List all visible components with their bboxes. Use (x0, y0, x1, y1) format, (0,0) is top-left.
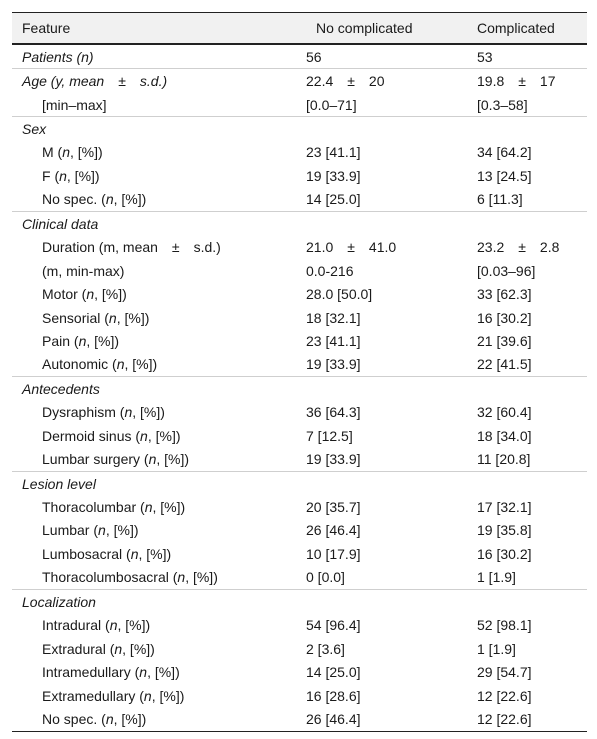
feature-cell: Lumbar surgery (n, [%]) (42, 451, 190, 468)
complicated-cell: [0.03–96] (477, 262, 536, 279)
table-row (12, 306, 587, 329)
no-complicated-cell: 26 [46.4] (306, 522, 361, 539)
complicated-cell: 12 [22.6] (449, 707, 587, 731)
n-variable: n (105, 710, 114, 727)
feature-cell: Motor (n, [%]) (42, 286, 127, 303)
no-complicated-cell: 10 [17.9] (306, 545, 361, 562)
feature-cell: Lumbar (n, [%]) (42, 522, 139, 539)
no-complicated-cell: 19 [33.9] (306, 356, 361, 373)
table-row (12, 424, 587, 447)
table-row (12, 614, 587, 637)
table-row (12, 141, 587, 164)
no-complicated-cell: [0.0–71] (306, 96, 357, 113)
table-row (12, 282, 587, 305)
n-variable: n (108, 309, 117, 326)
feature-cell: No spec. (n, [%]) (12, 707, 292, 731)
feature-cell: Dysraphism (n, [%]) (42, 404, 165, 421)
feature-cell: Age (y, mean ± s.d.) (12, 69, 292, 93)
feature-cell: Dermoid sinus (n, [%]) (42, 427, 181, 444)
no-complicated-cell (292, 377, 449, 401)
complicated-cell: 18 [34.0] (477, 427, 532, 444)
section-row (12, 117, 587, 141)
feature-cell: Antecedents (12, 377, 292, 401)
no-complicated-cell: 36 [64.3] (306, 404, 361, 421)
table-row (12, 353, 587, 377)
table-row (12, 684, 587, 707)
complicated-cell: 32 [60.4] (477, 404, 532, 421)
n-variable: n (116, 356, 125, 373)
feature-cell: No spec. (n, [%]) (42, 191, 147, 208)
n-variable: n (114, 640, 123, 657)
n-variable: n (177, 569, 186, 586)
feature-cell: Sex (12, 117, 292, 141)
table-row (12, 566, 587, 590)
complicated-cell: [0.3–58] (477, 96, 528, 113)
complicated-cell: 1 [1.9] (477, 640, 516, 657)
feature-cell: Duration (m, mean ± s.d.) (42, 239, 221, 256)
n-variable: n (140, 427, 148, 444)
complicated-cell: 33 [62.3] (477, 286, 532, 303)
feature-cell: Clinical data (12, 212, 292, 236)
no-complicated-cell: 21.0 ± 41.0 (306, 239, 397, 256)
no-complicated-cell: 16 [28.6] (306, 687, 361, 704)
complicated-cell (449, 212, 587, 236)
table-row (12, 401, 587, 424)
complicated-cell (449, 117, 587, 141)
feature-cell: (m, min-max) (42, 262, 125, 279)
section-row (12, 212, 587, 236)
complicated-cell: 53 (477, 48, 493, 65)
feature-cell: Localization (12, 590, 292, 614)
n-variable: n (144, 499, 153, 516)
complicated-cell: 52 [98.1] (477, 617, 532, 634)
complicated-cell (449, 590, 587, 614)
table-row (12, 259, 587, 282)
complicated-cell: 1 [1.9] (477, 569, 516, 586)
n-variable: n (148, 451, 157, 468)
no-complicated-cell: 20 [35.7] (306, 499, 361, 516)
complicated-cell: 19.8 ± 17 (449, 69, 587, 93)
section-row (12, 44, 587, 69)
complicated-cell: 22 [41.5] (477, 356, 532, 373)
complicated-cell: 23.2 ± 2.8 (477, 239, 560, 256)
no-complicated-cell: 54 [96.4] (306, 617, 361, 634)
header-no-complicated: No complicated (292, 13, 449, 45)
feature-cell: Extramedullary (n, [%]) (42, 687, 185, 704)
feature-cell: F (n, [%]) (42, 167, 100, 184)
feature-cell: Thoracolumbar (n, [%]) (42, 499, 186, 516)
no-complicated-cell: 23 [41.1] (306, 332, 361, 349)
feature-cell: Thoracolumbosacral (n, [%]) (42, 569, 218, 586)
complicated-cell: 6 [11.3] (477, 191, 523, 208)
n-variable: n (124, 404, 133, 421)
feature-cell: Intramedullary (n, [%]) (42, 664, 180, 681)
feature-cell: Lumbosacral (n, [%]) (42, 545, 172, 562)
n-variable: n (62, 144, 71, 161)
header-feature: Feature (12, 13, 292, 45)
complicated-cell: 21 [39.6] (477, 332, 532, 349)
section-row (12, 69, 587, 93)
no-complicated-cell: 22.4 ± 20 (292, 69, 449, 93)
feature-cell: Sensorial (n, [%]) (42, 309, 150, 326)
complicated-cell: 17 [32.1] (477, 499, 532, 516)
table-row (12, 188, 587, 212)
no-complicated-cell: 19 [33.9] (306, 167, 361, 184)
feature-cell: Extradural (n, [%]) (42, 640, 155, 657)
table-body (12, 44, 587, 731)
no-complicated-cell: 26 [46.4] (292, 707, 449, 731)
feature-cell: Autonomic (n, [%]) (42, 356, 158, 373)
no-complicated-cell: 14 [25.0] (306, 191, 361, 208)
table-row (12, 660, 587, 683)
complicated-cell: 16 [30.2] (477, 545, 532, 562)
table-header (12, 13, 587, 45)
n-variable: n (59, 167, 67, 184)
table-row (12, 519, 587, 542)
header-complicated: Complicated (449, 13, 587, 45)
table-row (12, 447, 587, 471)
table-row (12, 93, 587, 117)
complicated-cell: 16 [30.2] (477, 309, 532, 326)
no-complicated-cell (292, 117, 449, 141)
table-row (12, 707, 587, 731)
feature-cell: Intradural (n, [%]) (42, 617, 151, 634)
table-row (12, 329, 587, 352)
complicated-cell (449, 471, 587, 495)
complicated-cell: 34 [64.2] (477, 144, 532, 161)
header-row (12, 13, 587, 45)
no-complicated-cell: 28.0 [50.0] (306, 286, 373, 303)
no-complicated-cell: 0 [0.0] (306, 569, 345, 586)
n-variable: n (86, 286, 95, 303)
n-variable: n (139, 664, 148, 681)
table-row (12, 236, 587, 259)
feature-cell: Lesion level (12, 471, 292, 495)
complicated-cell: 19 [35.8] (477, 522, 532, 539)
complicated-cell (449, 377, 587, 401)
n-variable: n (130, 545, 139, 562)
no-complicated-cell: 56 (306, 48, 322, 65)
section-row (12, 590, 587, 614)
complicated-cell: 12 [22.6] (477, 687, 532, 704)
feature-comparison-table (12, 12, 587, 732)
table-row (12, 164, 587, 187)
no-complicated-cell: 7 [12.5] (306, 427, 353, 444)
complicated-cell: 13 [24.5] (477, 167, 532, 184)
no-complicated-cell: 23 [41.1] (306, 144, 361, 161)
feature-cell: M (n, [%]) (42, 144, 103, 161)
feature-cell: [min–max] (42, 96, 107, 113)
table-row (12, 542, 587, 565)
n-variable: n (78, 332, 87, 349)
section-row (12, 471, 587, 495)
feature-cell: Pain (n, [%]) (42, 332, 120, 349)
no-complicated-cell: 2 [3.6] (306, 640, 345, 657)
complicated-cell: 29 [54.7] (477, 664, 532, 681)
table-row (12, 637, 587, 660)
n-variable: n (143, 687, 152, 704)
no-complicated-cell (292, 471, 449, 495)
feature-cell: Patients (n) (22, 48, 94, 65)
n-variable: n (105, 191, 114, 208)
section-row (12, 377, 587, 401)
no-complicated-cell (292, 212, 449, 236)
no-complicated-cell: 14 [25.0] (306, 664, 361, 681)
complicated-cell: 11 [20.8] (477, 451, 531, 468)
table-row (12, 495, 587, 518)
n-variable: n (109, 617, 118, 634)
no-complicated-cell: 19 [33.9] (306, 451, 361, 468)
n-variable: n (98, 522, 106, 539)
no-complicated-cell: 0.0-216 (306, 262, 354, 279)
no-complicated-cell: 18 [32.1] (306, 309, 361, 326)
no-complicated-cell (292, 590, 449, 614)
